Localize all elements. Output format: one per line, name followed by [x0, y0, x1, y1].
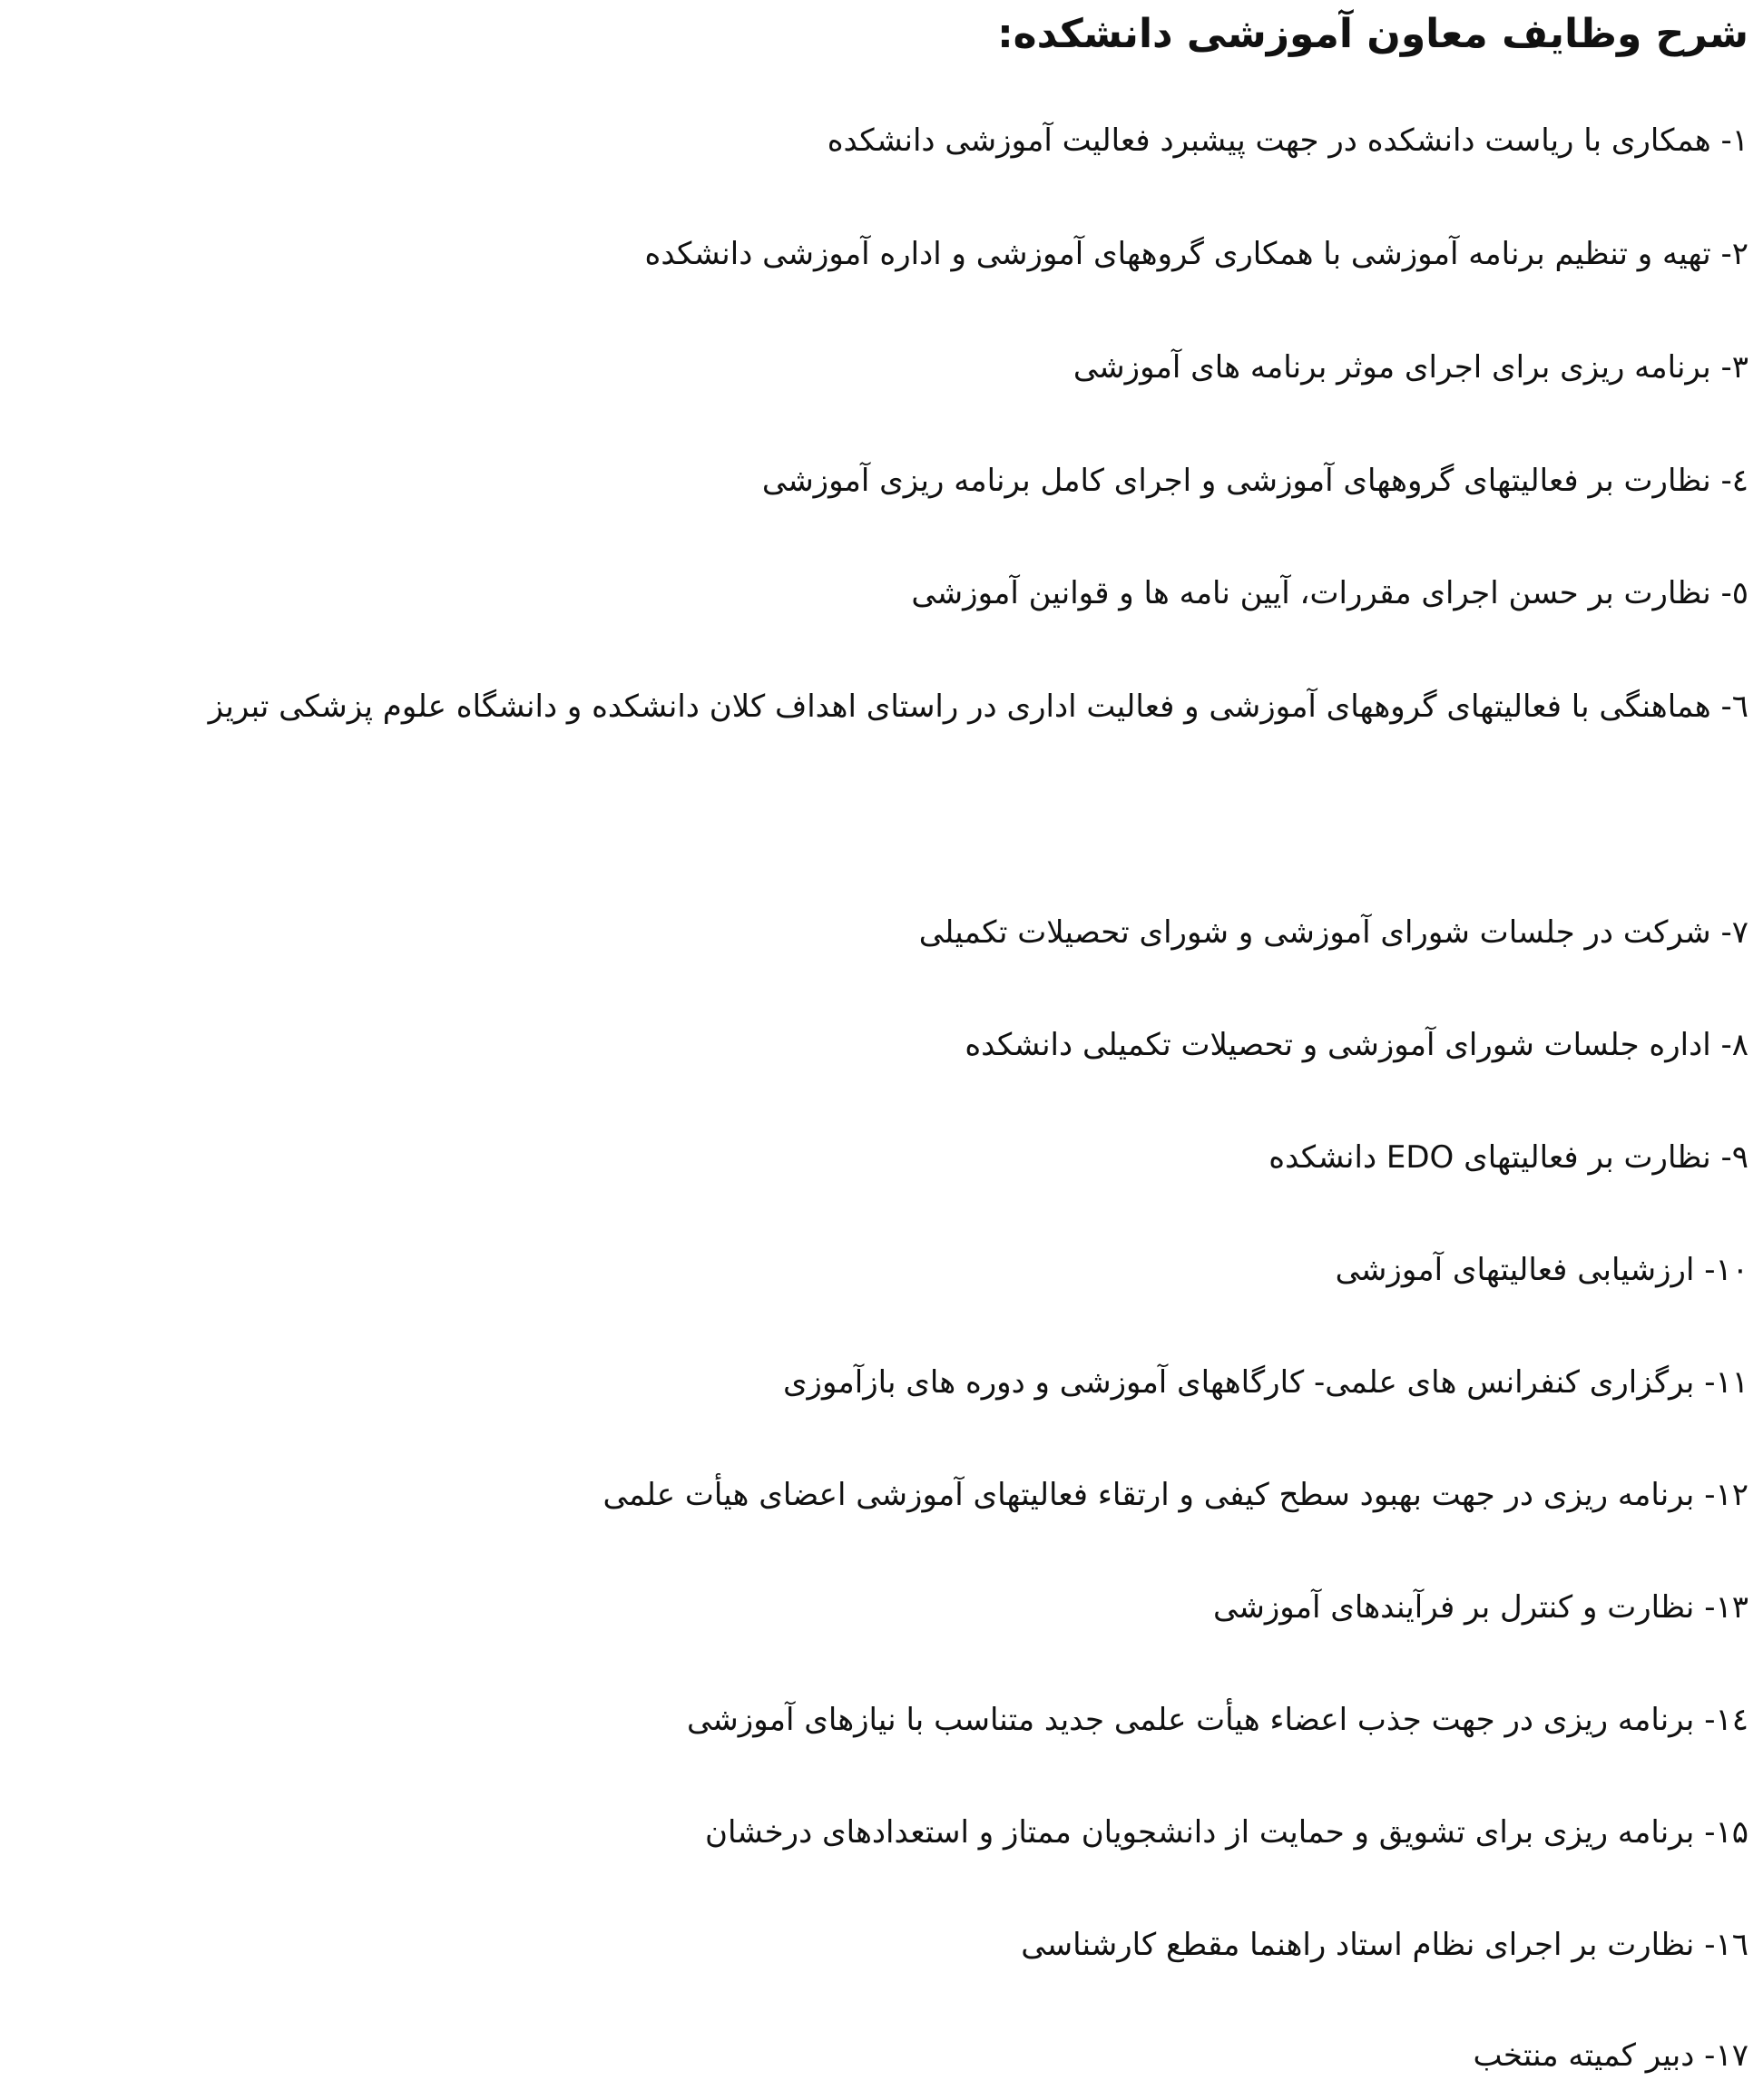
duty-item-2: ۲- تهیه و تنظیم برنامه آموزشی با همکاری گروههای آموزشی و اداره آموزشی دانشکده: [644, 236, 1748, 272]
duty-item-5: ٥- نظارت بر حسن اجرای مقررات، آیین نامه ها و قوانین آموزشی: [911, 575, 1748, 611]
duty-item-6: ٦- هماهنگی با فعالیتهای گروههای آموزشی و فعالیت اداری در راستای اهداف کلان دانشکده و دانشگاه علوم پزشکی تبریز: [208, 689, 1748, 725]
duty-item-11: ۱۱- برگزاری کنفرانس های علمی- کارگاههای آموزشی و دوره های بازآموزی: [782, 1364, 1748, 1401]
duty-item-7: ۷- شرکت در جلسات شورای آموزشی و شورای تحصیلات تکمیلی: [918, 914, 1748, 951]
duty-item-3: ۳- برنامه ریزی برای اجرای موثر برنامه های آموزشی: [1072, 349, 1748, 386]
duty-item-14: ١٤- برنامه ریزی در جهت جذب اعضاء هیأت علمی جدید متناسب با نیازهای آموزشی: [686, 1702, 1748, 1738]
duty-item-4: ٤- نظارت بر فعالیتهای گروههای آموزشی و اجرای کامل برنامه ریزی آموزشی: [761, 463, 1748, 499]
duty-item-13: ۱۳- نظارت و کنترل بر فرآیندهای آموزشی: [1213, 1589, 1748, 1626]
duty-item-12: ۱۲- برنامه ریزی در جهت بهبود سطح کیفی و ارتقاء فعالیتهای آموزشی اعضای هیأت علمی: [602, 1477, 1748, 1513]
duty-item-16: ١٦- نظارت بر اجرای نظام استاد راهنما مقطع کارشناسی: [1021, 1927, 1748, 1963]
duty-item-1: ۱- همکاری با ریاست دانشکده در جهت پیشبرد فعالیت آموزشی دانشکده: [827, 122, 1748, 159]
duty-item-15: ۱۵- برنامه ریزی برای تشویق و حمایت از دانشجویان ممتاز و استعدادهای درخشان: [704, 1814, 1748, 1851]
duty-item-9: ۹- نظارت بر فعالیتهای EDO دانشکده: [1268, 1139, 1748, 1176]
duty-item-8: ۸- اداره جلسات شورای آموزشی و تحصیلات تکمیلی دانشکده: [965, 1027, 1748, 1063]
duty-item-10: ۱۰- ارزشیابی فعالیتهای آموزشی: [1335, 1252, 1748, 1288]
duty-item-17: ۱۷- دبیر کمیته منتخب: [1473, 2037, 1748, 2074]
document-title: شرح وظایف معاون آموزشی دانشکده:: [997, 11, 1748, 57]
